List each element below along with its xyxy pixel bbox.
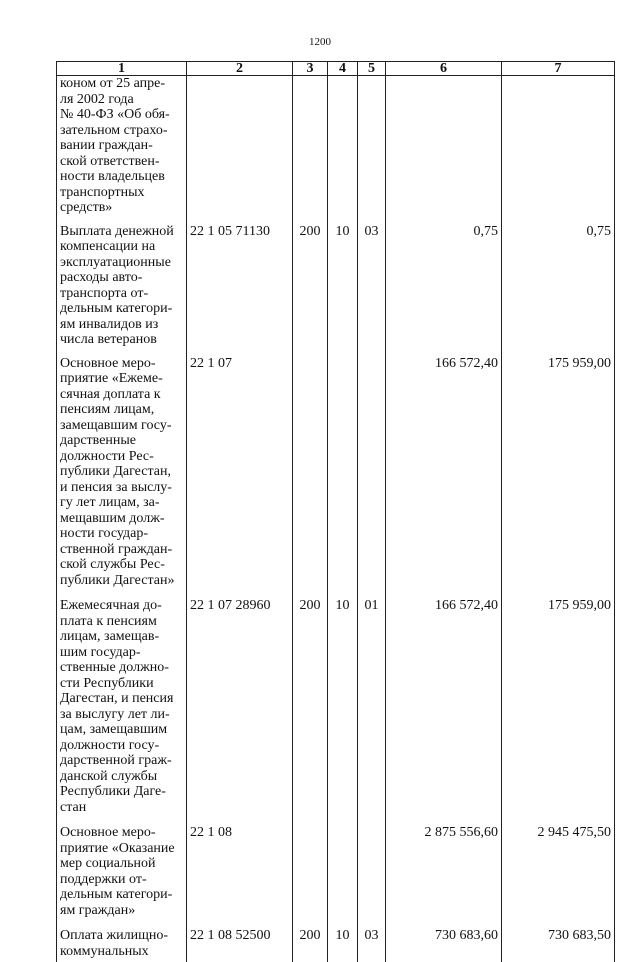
code-cell: 22 1 07 [187,348,293,589]
row-name-line: дарственные [60,433,137,448]
code-cell: 22 1 08 52500 [187,918,293,962]
row-name-line: лицам, замещав- [60,629,160,644]
budget-table [56,61,615,962]
row-name-line: приятие «Оказание [60,840,175,856]
row-name-line: гу лет лицам, за- [60,495,160,510]
table-header-row [57,62,615,76]
col3-cell [293,348,328,589]
col4-cell [328,76,358,216]
column-header: 1 [57,62,187,76]
amount-2024-cell: 730 683,60 [386,918,502,962]
row-name-line: ля 2002 года [60,91,134,107]
row-name-line: транспортных [60,184,145,200]
row-name-line: замещавшим госу- [60,417,172,433]
row-name-cell [57,815,187,918]
row-name-line: ственной граждан- [60,541,173,557]
amount-2024-cell [386,76,502,216]
amount-2025-cell: 2 945 475,50 [502,815,615,918]
row-name-cell [57,588,187,815]
row-name-line: сячная доплата к [60,386,161,402]
row-name-line: ности государ- [60,526,149,541]
col4-cell: 10 [328,216,358,348]
table-row [57,815,615,918]
row-name-line: дарственной граж- [60,753,172,768]
col4-cell [328,815,358,918]
row-name-line: мер социальной [60,856,156,871]
row-name-cell [57,348,187,589]
col5-cell: 01 [358,588,386,815]
code-cell: 22 1 05 71130 [187,216,293,348]
row-name-cell [57,216,187,348]
row-name-line: стан [60,799,87,815]
row-name-line: Ежемесячная до- [60,598,162,613]
row-name-line: публики Дагестан, [60,464,171,479]
row-name-line: поддержки от- [60,871,147,887]
row-name-line: приятие «Ежеме- [60,371,163,386]
row-name-line: должности Рес- [60,448,154,464]
row-name-line: ской службы Рес- [60,557,165,572]
row-name-line: ской ответствен- [60,153,160,169]
amount-2025-cell [502,76,615,216]
row-name-line: № 40-ФЗ «Об обя- [60,107,170,122]
row-name-cell [57,76,187,216]
code-cell [187,76,293,216]
row-name-line: должности госу- [60,737,160,753]
col3-cell [293,815,328,918]
code-cell: 22 1 08 [187,815,293,918]
row-name-line: и пенсия за выслу- [60,479,172,495]
col4-cell: 10 [328,918,358,962]
table-row [57,588,615,815]
col4-cell [328,348,358,589]
column-header: 3 [293,62,328,76]
amount-2024-cell: 2 875 556,60 [386,815,502,918]
row-name-line: расходы авто- [60,270,143,285]
col5-cell [358,76,386,216]
row-name-line: ственные должно- [60,660,169,675]
col5-cell [358,348,386,589]
amount-2025-cell: 0,75 [502,216,615,348]
column-header: 5 [358,62,386,76]
column-header: 6 [386,62,502,76]
column-header: 4 [328,62,358,76]
amount-2024-cell: 166 572,40 [386,588,502,815]
amount-2024-cell: 166 572,40 [386,348,502,589]
column-header: 2 [187,62,293,76]
amount-2024-cell: 0,75 [386,216,502,348]
row-name-line: шим государ- [60,644,141,660]
code-cell: 22 1 07 28960 [187,588,293,815]
row-name-line: коммунальных [60,943,149,959]
row-name-cell [57,918,187,962]
col5-cell: 03 [358,918,386,962]
row-name-line: публики Дагестан» [60,572,175,588]
col3-cell: 200 [293,216,328,348]
page-number: 1200 [309,36,331,48]
table-row [57,216,615,348]
row-name-line: коном от 25 апре- [60,76,166,91]
row-name-line: дельным категори- [60,301,173,316]
row-name-line: вании граждан- [60,138,153,153]
row-name-line: цам, замещавшим [60,722,168,737]
table-row [57,918,615,962]
row-name-line: данской службы [60,768,158,784]
row-name-line: Республики Даге- [60,784,166,799]
amount-2025-cell: 175 959,00 [502,348,615,589]
row-name-line: зательном страхо- [60,122,168,138]
row-name-line: средств» [60,200,113,215]
row-name-line: ям граждан» [60,902,136,918]
amount-2025-cell: 730 683,50 [502,918,615,962]
col5-cell: 03 [358,216,386,348]
row-name-line: Выплата денежной [60,223,174,239]
row-name-line: транспорта от- [60,285,149,301]
col3-cell [293,76,328,216]
row-name-line: эксплуатационные [60,254,171,270]
amount-2025-cell: 175 959,00 [502,588,615,815]
row-name-line: Оплата жилищно- [60,928,169,943]
row-name-line: Основное меро- [60,825,156,840]
row-name-line: пенсиям лицам, [60,402,155,417]
col3-cell: 200 [293,918,328,962]
row-name-line: плата к пенсиям [60,613,157,629]
column-header: 7 [502,62,615,76]
row-name-line: сти Республики [60,675,154,691]
row-name-line: компенсации на [60,239,156,254]
col4-cell: 10 [328,588,358,815]
col3-cell: 200 [293,588,328,815]
row-name-line: мещавшим долж- [60,510,165,526]
table-row [57,348,615,589]
row-name-line: числа ветеранов [60,332,157,347]
col5-cell [358,815,386,918]
row-name-line: ям инвалидов из [60,316,159,332]
row-name-line: дельным категори- [60,887,173,902]
row-name-line: ности владельцев [60,169,165,184]
row-name-line: за выслугу лет ли- [60,706,170,722]
row-name-line: Основное меро- [60,355,156,371]
row-name-line: Дагестан, и пенсия [60,691,174,706]
table-row [57,76,615,216]
